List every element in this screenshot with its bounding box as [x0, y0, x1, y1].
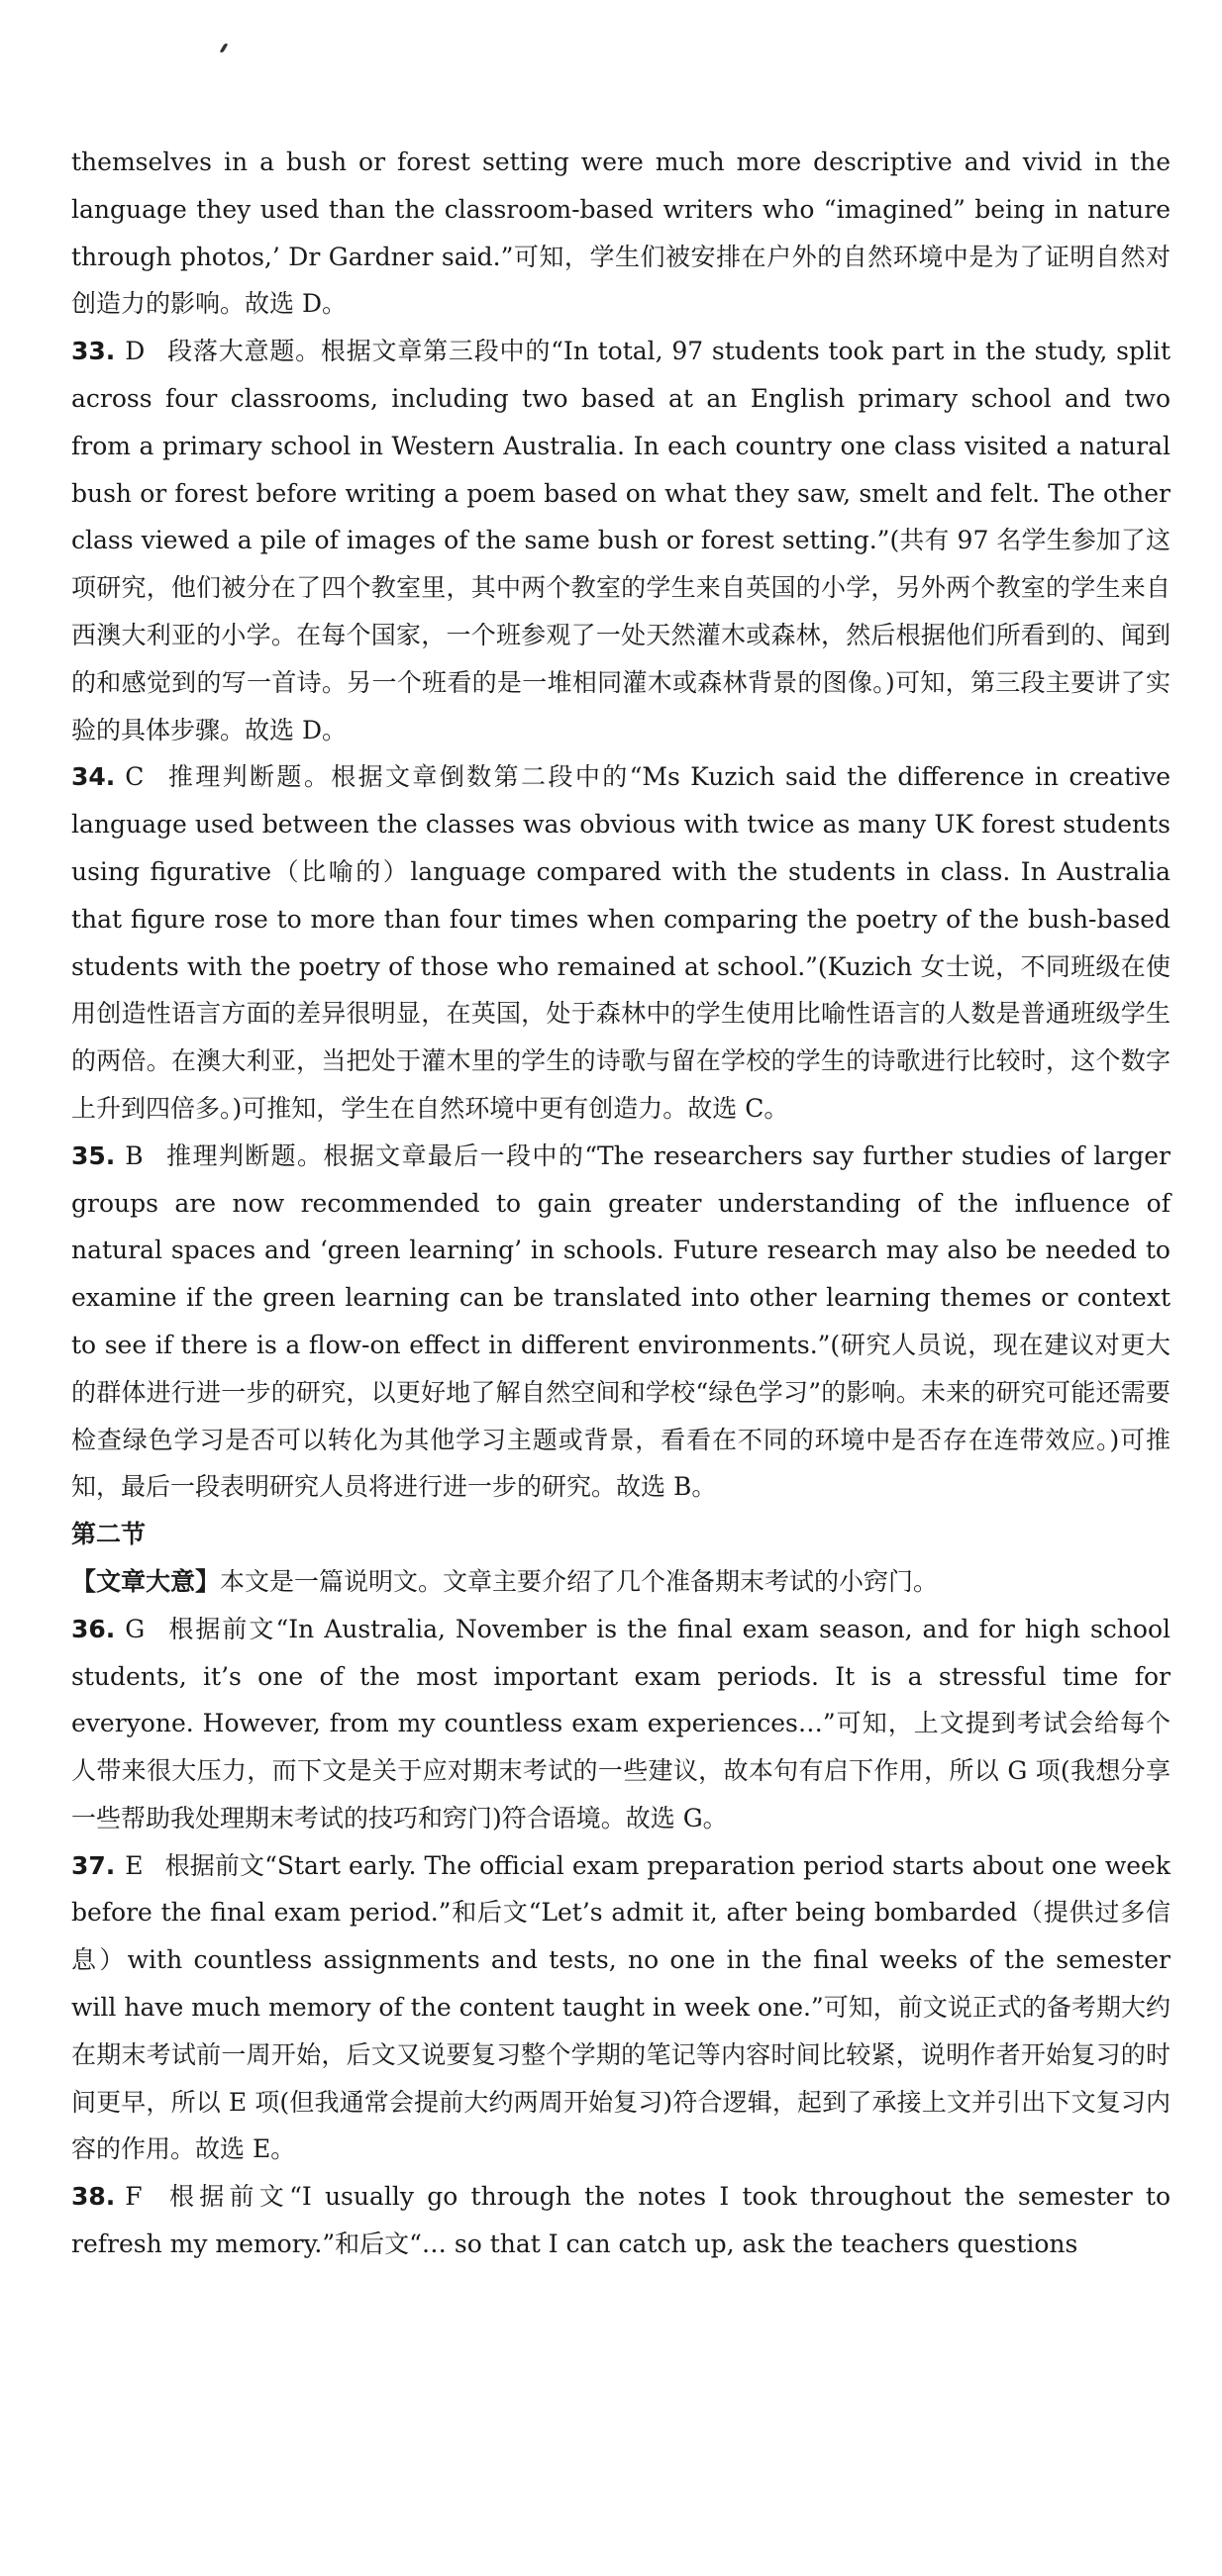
summary-text: 本文是一篇说明文。文章主要介绍了几个准备期末考试的小窍门。	[220, 1566, 939, 1596]
question-number: 37.	[71, 1850, 116, 1880]
question-37	[71, 1842, 1171, 2174]
section-heading: 第二节	[71, 1520, 147, 1549]
explanation-text: 根据前文“I usually go through the notes I took throughout the semester to refresh my memory.”和后文“… so that I can catch up, ask the teachers questions	[71, 2182, 1171, 2259]
answer-letter: D	[125, 337, 146, 366]
answer-letter: C	[125, 762, 145, 792]
explanation-text: 根据前文“Start early. The official exam preparation period starts about one week before the final exam period.”和后文“Let’s admit it, after being bombarded（提供过多信息）with countless assignments and tests, no one in the final weeks of the semester will have much memory of the content taught in week one.”可知，前文说正式的备考期大约在期末考试前一周开始，后文又说要复习整个学期的笔记等内容时间比较紧，说明作者开始复习的时间更早，所以 E 项(但我通常会提前大约两周开始复习)符合逻辑，起到了承接上文并引出下文复习内容的作用。故选 E。	[71, 1850, 1171, 2164]
explanation-text: 推理判断题。根据文章最后一段中的“The researchers say further studies of larger groups are now recommended to gain greater understanding of the influence of natural spaces and ‘green learning’ in schools. Future research may also be needed to examine if the green learning can be translated into other learning themes or context to see if there is a flow-on effect in different environments.”(研究人员说，现在建议对更大的群体进行进一步的研究，以更好地了解自然空间和学校“绿色学习”的影响。未来的研究可能还需要检查绿色学习是否可以转化为其他学习主题或背景，看看在不同的环境中是否存在连带效应。)可推知，最后一段表明研究人员将进行进一步的研究。故选 B。	[71, 1140, 1171, 1502]
question-35	[71, 1133, 1171, 1511]
question-34	[71, 753, 1171, 1132]
question-36	[71, 1606, 1171, 1842]
question-number: 38.	[71, 2182, 116, 2212]
answer-explanations	[71, 139, 1171, 2268]
explanation-text: 推理判断题。根据文章倒数第二段中的“Ms Kuzich said the difference in creative language used between the classes was obvious with twice as many UK forest students using figurative（比喻的）language compared with the students in class. In Australia that figure rose to more than four times when comparing the poetry of the bush-based students with the poetry of those who remained at school.”(Kuzich 女士说，不同班级在使用创造性语言方面的差异很明显，在英国，处于森林中的学生使用比喻性语言的人数是普通班级学生的两倍。在澳大利亚，当把处于灌木里的学生的诗歌与留在学校的学生的诗歌进行比较时，这个数字上升到四倍多。)可推知，学生在自然环境中更有创造力。故选 C。	[71, 762, 1171, 1123]
answer-letter: F	[125, 2182, 143, 2212]
answer-letter: B	[125, 1140, 144, 1170]
question-number: 36.	[71, 1614, 116, 1643]
explanation-text: 根据前文“In Australia, November is the final exam season, and for high school students, it’s one of the most important exam periods. It is a stressful time for everyone. However, from my countless exam experiences…”可知，上文提到考试会给每个人带来很大压力，而下文是关于应对期末考试的一些建议，故本句有启下作用，所以 G 项(我想分享一些帮助我处理期末考试的技巧和窍门)符合语境。故选 G。	[71, 1614, 1171, 1833]
summary-label: 【文章大意】	[71, 1566, 221, 1596]
answer-letter: G	[125, 1614, 146, 1643]
stray-mark	[219, 44, 228, 52]
question-number: 34.	[71, 762, 116, 792]
paragraph-continuation	[71, 139, 1171, 328]
explanation-text: 段落大意题。根据文章第三段中的“In total, 97 students took part in the study, split across four classrooms, including two based at an English primary school and two from a primary school in Western Australia. In each country one class visited a natural bush or forest before writing a poem based on what they saw, smelt and felt. The other class viewed a pile of images of the same bush or forest setting.”(共有 97 名学生参加了这项研究，他们被分在了四个教室里，其中两个教室的学生来自英国的小学，另外两个教室的学生来自西澳大利亚的小学。在每个国家，一个班参观了一处天然灌木或森林，然后根据他们所看到的、闻到的和感觉到的写一首诗。另一个班看的是一堆相同灌木或森林背景的图像。)可知，第三段主要讲了实验的具体步骤。故选 D。	[71, 337, 1171, 744]
question-38	[71, 2173, 1171, 2268]
article-summary	[71, 1558, 1171, 1606]
answer-letter: E	[125, 1850, 144, 1880]
question-number: 33.	[71, 337, 116, 366]
question-33	[71, 328, 1171, 753]
paragraph-text: themselves in a bush or forest setting were much more descriptive and vivid in the language they used than the classroom-based writers who “imagined” being in nature through photos,’ Dr Gardner said.”可知，学生们被安排在户外的自然环境中是为了证明自然对创造力的影响。故选 D。	[71, 148, 1171, 319]
question-number: 35.	[71, 1140, 116, 1170]
